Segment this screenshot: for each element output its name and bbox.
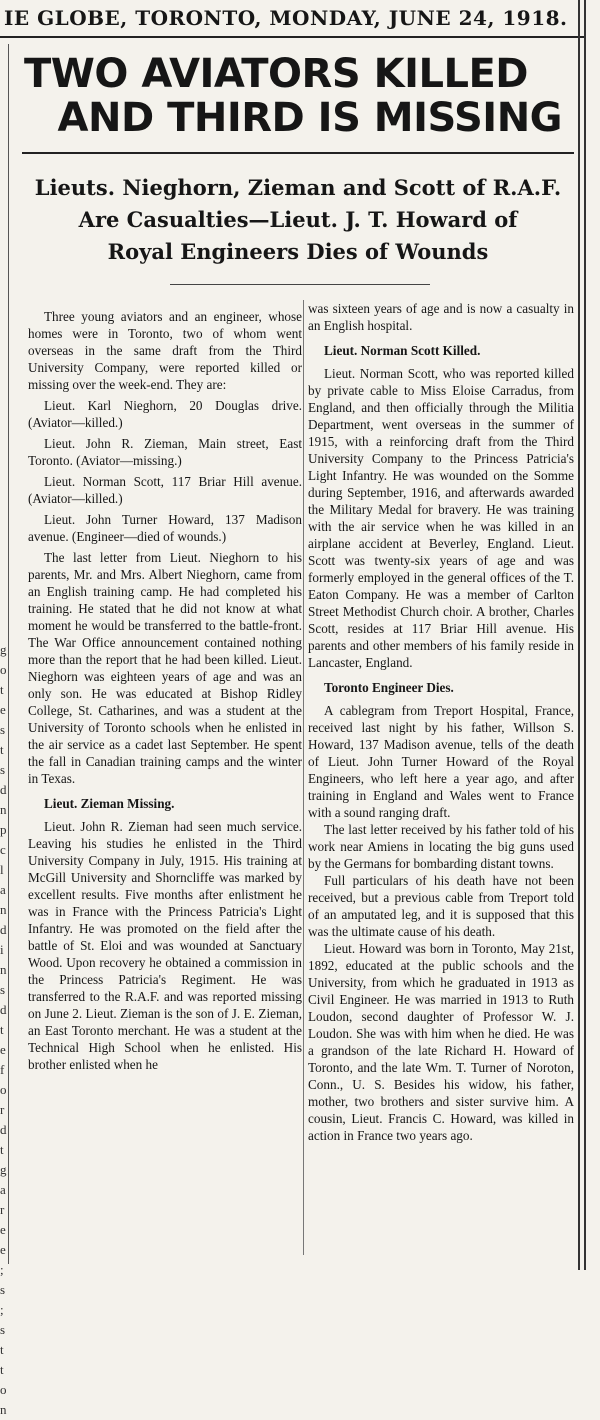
- howard-paragraph: A cablegram from Treport Hospital, France, received last night by his father, Willson S. Howard, 137 Madison avenue, tells of the death of Lieut. John Turner Howard of the Royal Engineers, who left here a year ago, and after training in England and Wales went to France with a sound ranging draft.: [308, 703, 574, 820]
- casualty-list-item: Lieut. Karl Nieghorn, 20 Douglas drive. (Aviator—killed.): [28, 398, 302, 430]
- subhead-line: Lieuts. Nieghorn, Zieman and Scott of R.A.F.: [34, 175, 562, 200]
- scott-paragraph: Lieut. Norman Scott, who was reported killed by private cable to Miss Eloise Carradus, from England, and then officially through the Militia Department, went overseas in the summer of 1915, with a reinforcing draft from the Third University Company to the Princess Patricia's Light Infantry. He was wounded on the Somme during September, 1916, and afterwards awarded the Military Medal for bravery. He was training with the air service when he was killed in an airplane accident at Beverley, England. Lieut. Scott was twenty-six years of age and was formerly employed in the general offices of the T. Eaton Company. He was a member of Carlton Street Methodist Church choir. A brother, Charles Scott, resides at 117 Briar Hill avenue. His parents and other members of his family reside in Lancaster, England.: [308, 366, 574, 670]
- article-headline: [24, 52, 572, 140]
- howard-paragraph: Full particulars of his death have not been received, but a previous cable from Treport told of an amputated leg, and it is supposed that this was the ultimate cause of his death.: [308, 873, 574, 939]
- continuation-paragraph: was sixteen years of age and is now a casualty in an English hospital.: [308, 301, 574, 333]
- nieghorn-paragraph: The last letter from Lieut. Nieghorn to his parents, Mr. and Mrs. Albert Nieghorn, came from an English training camp. He had completed his training. He stated that he did not know at what moment he would be transferred to the battle-front. The War Office announcement contained nothing more than the report that he had been killed. Lieut. Nieghorn was eighteen years of age and was an only son. He was educated at Bishop Ridley College, St. Catharines, and was a student at the University of Toronto schools when he enlisted in the air service as a cadet last September. He spent the fall in Canadian training camps and the winter in Texas.: [28, 550, 302, 786]
- article-column-right: [308, 300, 574, 1144]
- howard-paragraph: The last letter received by his father told of his work near Amiens in locating the big guns used by the Germans for bombarding distant towns.: [308, 822, 574, 871]
- adjacent-column-fragment: g o t e s t s d n p c l a n d i n s d t e f o r d t g a r e e ; s ; s t t o n: [0, 642, 7, 1417]
- subhead-line: Are Casualties—Lieut. J. T. Howard of: [78, 207, 518, 232]
- headline-rule: [22, 152, 574, 154]
- article-column-left: [28, 308, 302, 1073]
- subhead-rule: [170, 284, 430, 285]
- zieman-paragraph: Lieut. John R. Zieman had seen much service. Leaving his studies he enlisted in the Third University Company in July, 1915. His training at McGill University and Shorncliffe was marked by excellent results. Five months after enlistment he was in France with the Princess Patricia's Light Infantry. He was promoted on the field after the battle of St. Eloi and was wounded at Sanctuary Wood. Upon recovery he obtained a commission in the Princess Patricia's Regiment. He was transferred to the R.A.F. and was reported missing on June 2. Lieut. Zieman is the son of J. E. Zieman, an East Toronto merchant. He was a student at the Technical High School when he enlisted. His brother enlisted when he: [28, 819, 302, 1072]
- column-rule: [578, 0, 580, 1270]
- casualty-list-item: Lieut. Norman Scott, 117 Briar Hill avenue. (Aviator—killed.): [28, 474, 302, 506]
- section-heading-scott: Lieut. Norman Scott Killed.: [324, 343, 481, 358]
- section-heading-zieman: Lieut. Zieman Missing.: [44, 796, 175, 811]
- intro-paragraph: Three young aviators and an engineer, whose homes were in Toronto, two of whom went overseas in the same draft from the Third University Company, were reported killed or missing over the week-end. They are:: [28, 309, 302, 392]
- howard-paragraph: Lieut. Howard was born in Toronto, May 21st, 1892, educated at the public schools and the University, from which he graduated in 1913 as Civil Engineer. He was married in 1913 to Ruth Loudon, second daughter of Professor W. J. Loudon. She was with him when he died. He was a grandson of the late Richard H. Howard of Toronto, and the late Wm. T. Turner of Noroton, Conn., U. S. Besides his widow, his father, mother, two brothers and sister survive him. A cousin, Lieut. Francis C. Howard, was killed in action in France two years ago.: [308, 941, 574, 1143]
- headline-line: TWO AVIATORS KILLED: [24, 51, 528, 97]
- column-separator: [303, 300, 304, 1255]
- headline-line: AND THIRD IS MISSING: [57, 95, 562, 141]
- casualty-list-item: Lieut. John R. Zieman, Main street, East Toronto. (Aviator—missing.): [28, 436, 302, 468]
- subhead-line: Royal Engineers Dies of Wounds: [107, 239, 489, 264]
- casualty-list-item: Lieut. John Turner Howard, 137 Madison avenue. (Engineer—died of wounds.): [28, 512, 302, 544]
- column-rule: [584, 0, 586, 1270]
- section-heading-howard: Toronto Engineer Dies.: [324, 680, 454, 695]
- article-subheadline: [24, 172, 572, 268]
- newspaper-masthead: IE GLOBE, TORONTO, MONDAY, JUNE 24, 1918.: [0, 0, 584, 38]
